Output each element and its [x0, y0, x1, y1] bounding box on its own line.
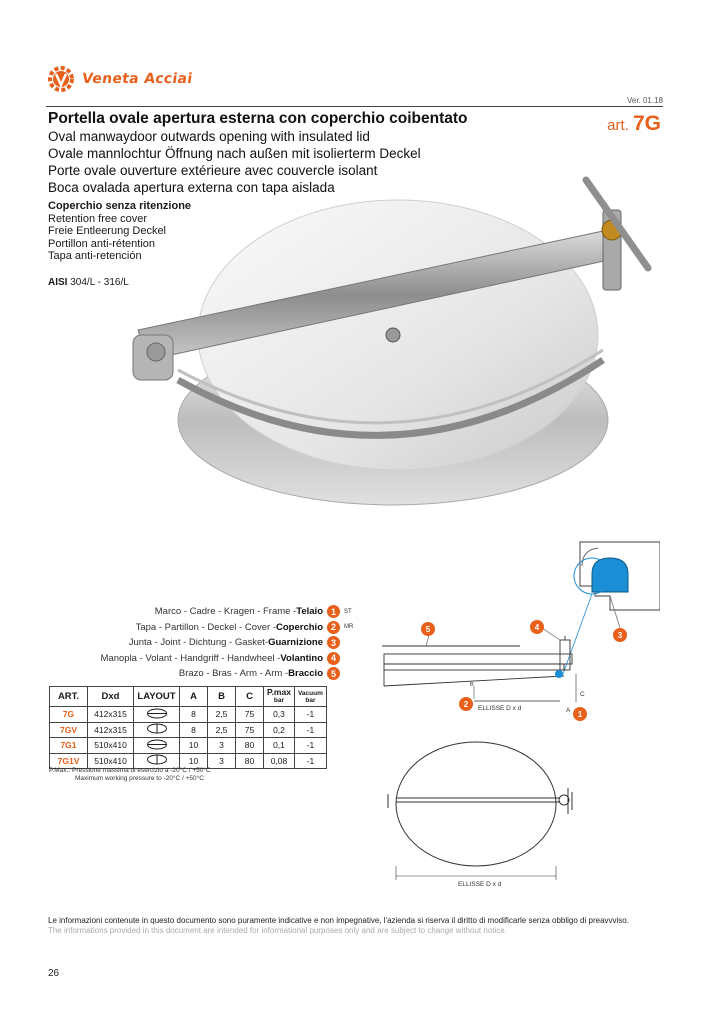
ellipse-label-bottom: ELLISSE D x d	[458, 881, 502, 888]
cell-pmax: 0,2	[264, 722, 295, 738]
legend-number: 1	[327, 605, 340, 618]
gear-logo-icon	[46, 64, 76, 94]
cell-b: 2,5	[208, 722, 236, 738]
feature-es: Tapa anti-retención	[48, 250, 142, 262]
layout-oval-icon	[134, 738, 180, 754]
cell-vacuum: -1	[294, 707, 326, 723]
title-it: Portella ovale apertura esterna con coperchio coibentato	[48, 110, 468, 127]
version-label: Ver. 01.18	[626, 96, 663, 105]
vacuum-label: Vacuum	[297, 689, 323, 697]
cell-dxd: 412x315	[88, 722, 134, 738]
legend-item	[60, 666, 360, 682]
cell-b: 3	[208, 738, 236, 754]
article-prefix: art.	[607, 117, 629, 134]
cell-c: 80	[236, 738, 264, 754]
col-pmax	[264, 687, 295, 707]
cell-b: 2,5	[208, 707, 236, 723]
layout-oval-icon	[134, 722, 180, 738]
table-row	[50, 707, 327, 723]
cell-c: 75	[236, 722, 264, 738]
legend-tag: MR	[344, 624, 354, 631]
title-de: Ovale mannlochtur Öffnung nach außen mit isolierterm Deckel	[48, 146, 421, 161]
pressure-notes	[49, 767, 211, 782]
cell-a: 8	[180, 722, 208, 738]
pmax-label: P.max	[267, 687, 291, 697]
cell-pmax: 0,3	[264, 707, 295, 723]
cell-a: 10	[180, 753, 208, 769]
table-row	[50, 738, 327, 754]
title-fr: Porte ovale ouverture extérieure avec couvercle isolant	[48, 163, 378, 178]
header-divider	[46, 106, 663, 107]
cell-dxd: 510x410	[88, 753, 134, 769]
cell-c: 80	[236, 753, 264, 769]
legend-number: 5	[327, 667, 340, 680]
cell-b: 3	[208, 753, 236, 769]
material-label: AISI	[48, 277, 68, 288]
legend-number: 4	[327, 652, 340, 665]
dim-b-label: B	[470, 682, 474, 688]
page-number: 26	[48, 968, 60, 979]
cell-vacuum: -1	[294, 722, 326, 738]
svg-text:1: 1	[577, 710, 583, 719]
legend-item	[60, 651, 360, 667]
disclaimer-en: The informations provided in this document are intended for informational purposes only and are subject to change without notice.	[48, 926, 507, 935]
cell-c: 75	[236, 707, 264, 723]
cell-dxd: 412x315	[88, 707, 134, 723]
feature-de: Freie Entleerung Deckel	[48, 225, 167, 237]
svg-text:5: 5	[425, 625, 431, 634]
parts-legend	[60, 604, 360, 682]
col-vacuum	[294, 687, 326, 707]
article-number: 7G	[632, 112, 661, 135]
technical-drawing	[370, 536, 660, 896]
article-code	[607, 112, 661, 136]
cell-art: 7G1	[50, 738, 88, 754]
brand-logo	[46, 64, 192, 94]
feature-it: Coperchio senza ritenzione	[48, 200, 192, 212]
cell-art: 7GV	[50, 722, 88, 738]
legend-text: Tapa - Partillon - Deckel - Cover -	[135, 621, 277, 633]
legend-item	[60, 620, 360, 636]
legend-item	[60, 635, 360, 651]
layout-oval-icon	[134, 707, 180, 723]
legend-bold: Telaio	[296, 606, 323, 618]
brand-name: Veneta Acciai	[80, 71, 194, 87]
table-header-row	[50, 687, 327, 707]
note-en: Maximum working pressure to -20°C / +50°C	[75, 774, 204, 782]
legend-bold: Volantino	[280, 652, 323, 664]
gasket-detail	[574, 542, 660, 610]
col-dxd: Dxd	[88, 687, 134, 707]
svg-text:3: 3	[617, 631, 623, 640]
col-a: A	[180, 687, 208, 707]
cell-art: 7G	[50, 707, 88, 723]
title-es: Boca ovalada apertura externa con tapa aislada	[48, 180, 335, 195]
legend-item	[60, 604, 360, 620]
note-it: P.Max.: Pressione massima di esercizio a -20°C / +50°C	[49, 767, 211, 774]
legend-number: 2	[327, 621, 340, 634]
side-section	[382, 636, 572, 686]
vacuum-unit: bar	[305, 696, 316, 704]
table-row	[50, 722, 327, 738]
disclaimer	[48, 916, 688, 936]
top-view	[388, 742, 572, 880]
legend-bold: Coperchio	[276, 621, 323, 633]
features-list	[48, 200, 191, 263]
material-spec	[48, 277, 129, 288]
dim-a-label: A	[566, 707, 571, 714]
cell-pmax: 0,1	[264, 738, 295, 754]
cell-dxd: 510x410	[88, 738, 134, 754]
feature-fr: Portillon anti-rétention	[48, 237, 156, 250]
ellipse-label-top: ELLISSE D x d	[478, 705, 522, 712]
cell-art: 7G1V	[50, 753, 88, 769]
dim-c-label: C	[580, 691, 585, 698]
legend-text: Brazo - Bras - Arm - Arm -	[178, 668, 289, 680]
title-en: Oval manwaydoor outwards opening with insulated lid	[48, 129, 370, 144]
svg-text:2: 2	[463, 700, 469, 709]
col-b: B	[208, 687, 236, 707]
feature-en: Retention free cover	[48, 212, 148, 225]
legend-text: Manopla - Volant - Handgriff - Handwheel -	[100, 652, 281, 664]
disclaimer-it: Le informazioni contenute in questo documento sono puramente indicative e non impegnative, l'azienda si riserva il diritto di modificarle senza obbligo di preavvviso.	[48, 916, 629, 925]
cell-vacuum: -1	[294, 738, 326, 754]
legend-number: 3	[327, 636, 340, 649]
col-layout: LAYOUT	[134, 687, 180, 707]
cell-a: 10	[180, 738, 208, 754]
spec-table	[49, 686, 327, 769]
col-c: C	[236, 687, 264, 707]
svg-text:4: 4	[534, 623, 540, 632]
legend-tag: ST	[344, 608, 352, 615]
pmax-unit: bar	[273, 697, 285, 704]
cell-pmax: 0,08	[264, 753, 295, 769]
legend-bold: Guarnizione	[268, 637, 323, 649]
legend-bold: Braccio	[288, 668, 323, 680]
legend-text: Junta - Joint - Dichtung - Gasket-	[128, 637, 269, 649]
product-photo	[118, 170, 658, 530]
col-art: ART.	[50, 687, 88, 707]
legend-text: Marco - Cadre - Kragen - Frame -	[154, 606, 297, 618]
cell-a: 8	[180, 707, 208, 723]
material-value: 304/L - 316/L	[70, 277, 129, 288]
cell-vacuum: -1	[294, 753, 326, 769]
